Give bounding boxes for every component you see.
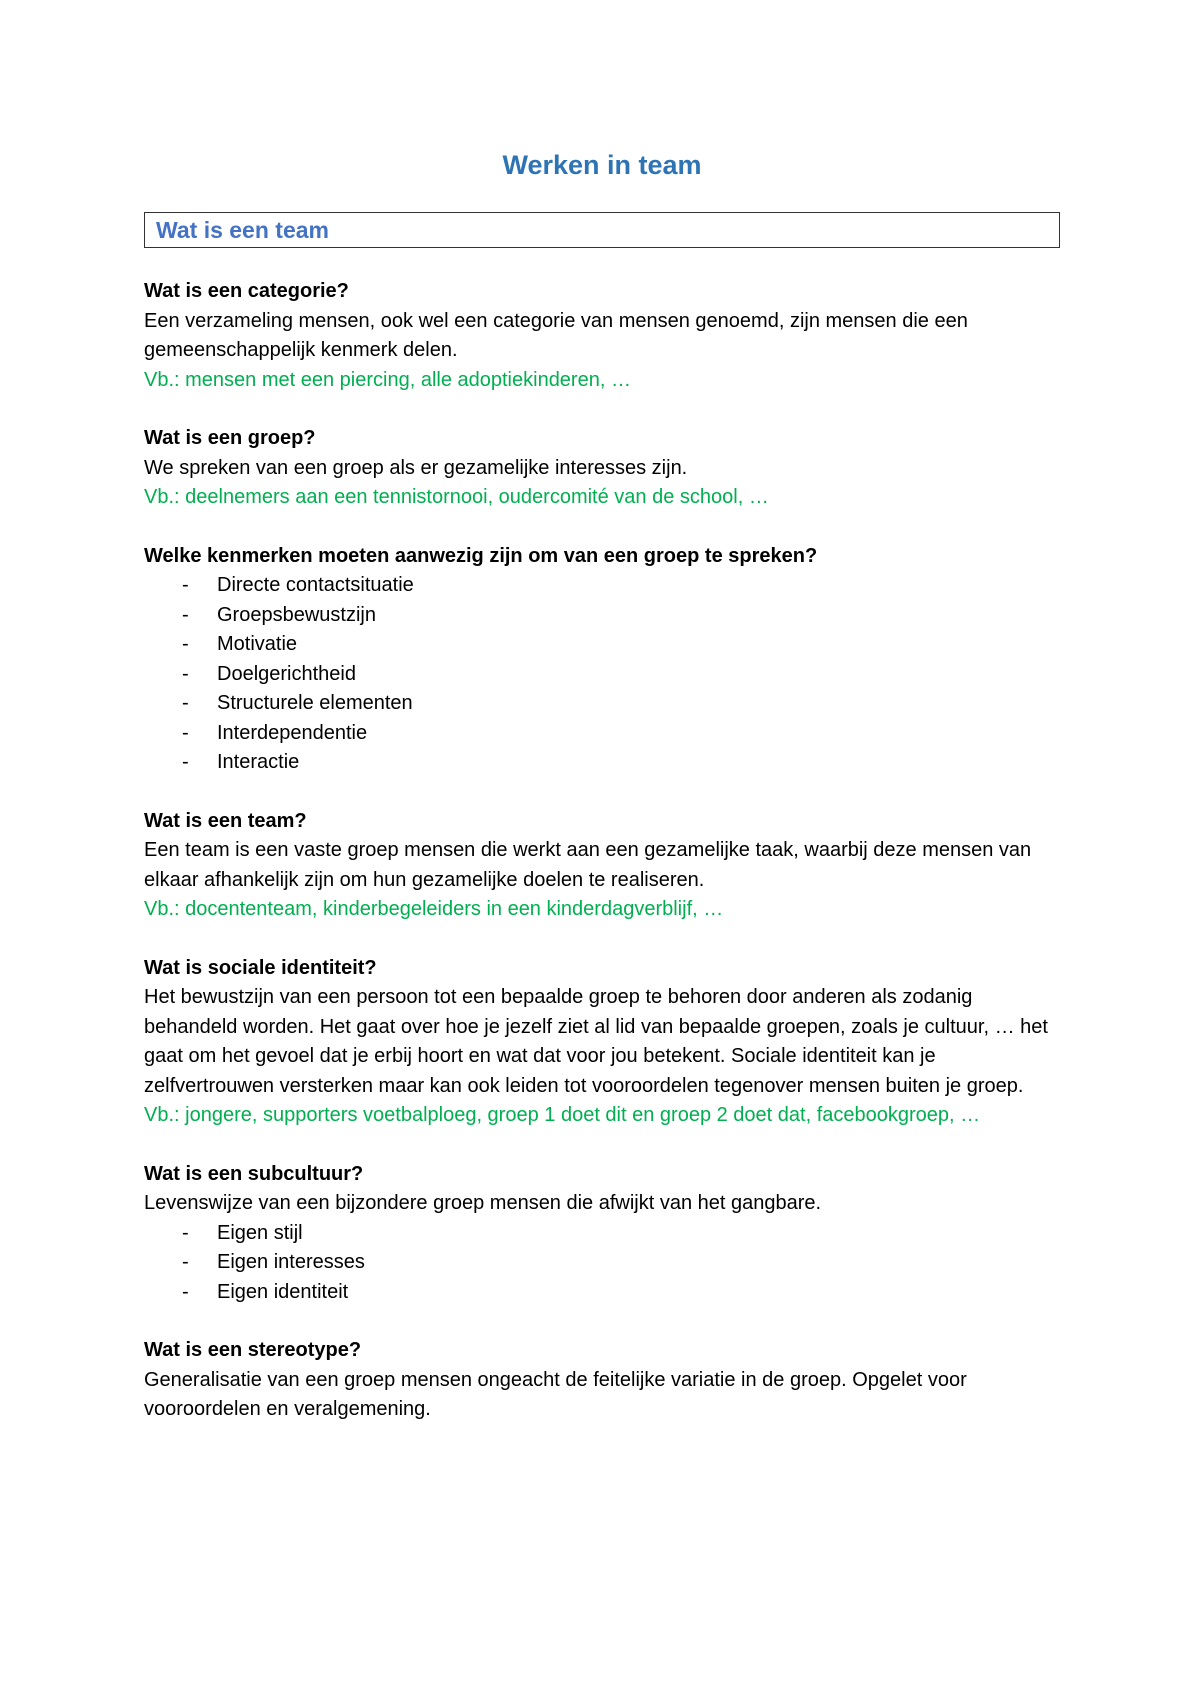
kenmerken-list [144, 571, 1060, 778]
example-identiteit: Vb.: jongere, supporters voetbalploeg, groep 1 doet dit en groep 2 doet dat, facebookgroep, … [144, 1104, 981, 1126]
list-item-text: Structurele elementen [217, 692, 413, 714]
question-groep: Wat is een groep? [144, 427, 316, 449]
document-page [144, 0, 1060, 1425]
list-dash: - [182, 692, 189, 714]
list-item-text: Eigen interesses [217, 1251, 365, 1273]
question-team: Wat is een team? [144, 809, 307, 832]
block-kenmerken [144, 542, 1060, 778]
block-identiteit [144, 954, 1060, 1131]
list-item-text: Interactie [217, 751, 300, 773]
list-item-text: Doelgerichtheid [217, 662, 356, 685]
list-item-text: Directe contactsituatie [217, 574, 414, 596]
question-stereotype: Wat is een stereotype? [144, 1339, 362, 1361]
answer-groep: We spreken van een groep als er gezamelijke interesses zijn. [144, 456, 688, 479]
list-item-text: Groepsbewustzijn [217, 603, 376, 626]
example-groep: Vb.: deelnemers aan een tennistornooi, oudercomité van de school, … [144, 486, 769, 508]
question-categorie: Wat is een categorie? [144, 280, 349, 302]
list-item [144, 1248, 1060, 1278]
example-team: Vb.: docententeam, kinderbegeleiders in een kinderdagverblijf, … [144, 898, 724, 920]
list-dash: - [182, 633, 189, 655]
list-item [144, 1219, 1060, 1249]
block-groep [144, 424, 1060, 513]
answer-identiteit: Het bewustzijn van een persoon tot een bepaalde groep te behoren door anderen als zodanig behandeld worden. Het gaat over hoe je jezelf ziet al lid van bepaalde groepen, zoals je cultuur, … het gaat om het gevoel dat je erbij hoort en wat dat voor jou betekent. Sociale identiteit kan je zelfvertrouwen versterken maar kan ook leiden tot vooroordelen tegenover mensen buiten je groep. [144, 986, 1048, 1097]
block-categorie [144, 277, 1060, 395]
answer-team: Een team is een vaste groep mensen die werkt aan een gezamelijke taak, waarbij deze mensen van elkaar afhankelijk zijn om hun gezamelijke doelen te realiseren. [144, 839, 1032, 891]
list-item [144, 630, 1060, 660]
list-item [144, 601, 1060, 631]
list-dash: - [182, 1221, 189, 1244]
list-item-text: Interdependentie [217, 721, 368, 744]
list-item-text: Eigen identiteit [217, 1280, 349, 1303]
list-item-text: Eigen stijl [217, 1221, 303, 1244]
answer-subcultuur: Levenswijze van een bijzondere groep mensen die afwijkt van het gangbare. [144, 1192, 822, 1214]
list-item [144, 660, 1060, 690]
list-item-text: Motivatie [217, 633, 298, 655]
answer-stereotype: Generalisatie van een groep mensen ongeacht de feitelijke variatie in de groep. Opgelet voor vooroordelen en veralgemening. [144, 1368, 967, 1420]
question-kenmerken: Welke kenmerken moeten aanwezig zijn om van een groep te spreken? [144, 544, 818, 567]
section-heading: Wat is een team [144, 212, 1060, 248]
list-dash: - [182, 662, 189, 685]
example-categorie: Vb.: mensen met een piercing, alle adoptiekinderen, … [144, 368, 631, 391]
question-identiteit: Wat is sociale identiteit? [144, 956, 377, 979]
list-dash: - [182, 574, 189, 596]
list-dash: - [182, 721, 189, 744]
list-dash: - [182, 1251, 189, 1273]
list-item [144, 571, 1060, 601]
answer-categorie: Een verzameling mensen, ook wel een categorie van mensen genoemd, zijn mensen die een gemeenschappelijk kenmerk delen. [144, 309, 968, 361]
list-dash: - [182, 751, 189, 773]
question-subcultuur: Wat is een subcultuur? [144, 1162, 364, 1185]
list-item [144, 748, 1060, 778]
list-dash: - [182, 603, 189, 626]
list-item [144, 719, 1060, 749]
list-item [144, 689, 1060, 719]
list-dash: - [182, 1280, 189, 1303]
document-title: Werken in team [502, 150, 702, 180]
subcultuur-list [144, 1219, 1060, 1308]
block-subcultuur [144, 1160, 1060, 1308]
list-item [144, 1278, 1060, 1308]
block-stereotype [144, 1336, 1060, 1425]
block-team [144, 807, 1060, 925]
